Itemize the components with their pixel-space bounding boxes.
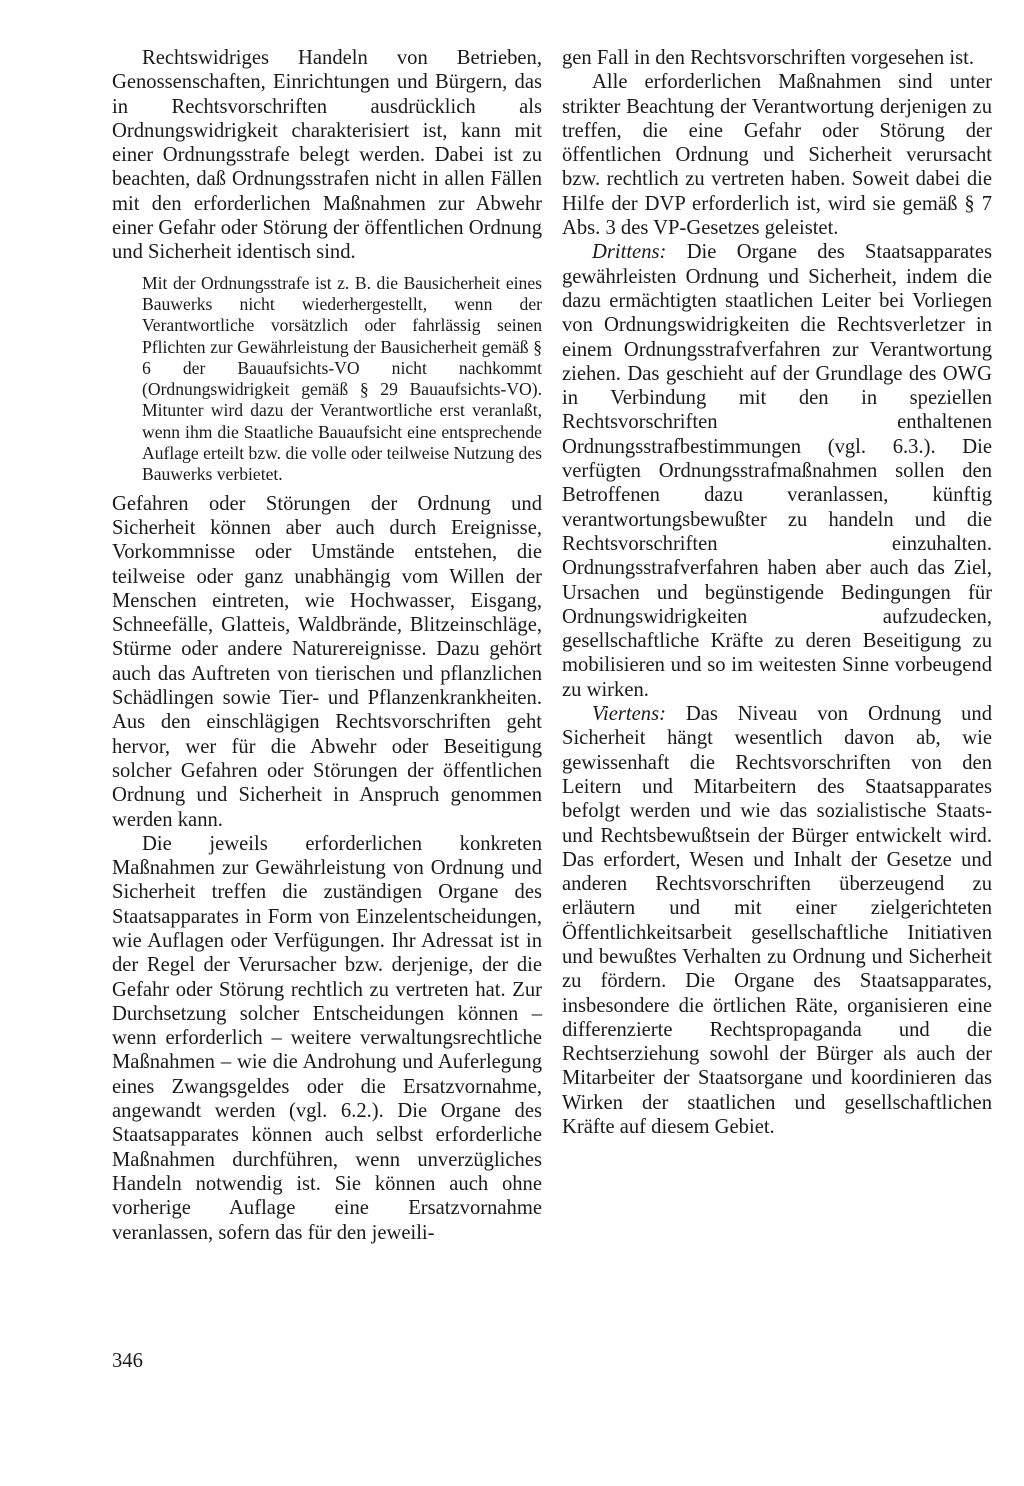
right-column <box>562 46 992 1139</box>
paragraph-concrete-measures: Die jeweils erforderlichen konkreten Maßnahmen zur Gewährleistung von Ordnung und Sicherheit treffen die zuständigen Organe des Staatsapparates in Form von Einzelentscheidungen, wie Auflagen oder Verfügungen. Ihr Adressat ist in der Regel der Verursacher bzw. derjenige, der die Gefahr oder Störung rechtlich zu vertreten hat. Zur Durchsetzung solcher Entscheidungen können – wenn erforderlich – weitere verwaltungsrechtliche Maßnahmen – wie die Androhung und Auferlegung eines Zwangsgeldes oder die Ersatzvornahme, angewandt werden (vgl. 6.2.). Die Organe des Staatsapparates können auch selbst erforderliche Maßnahmen durchführen, wenn unverzügliches Handeln notwendig ist. Sie können auch ohne vorherige Auflage eine Ersatzvornahme veranlassen, sofern das für den jeweili- <box>112 832 542 1244</box>
paragraph-natural-hazards: Gefahren oder Störungen der Ordnung und Sicherheit können aber auch durch Ereignisse, Vorkommnisse oder Umstände entstehen, die teilweise oder ganz unabhängig vom Willen der Menschen eintreten, wie Hochwasser, Eisgang, Schneefälle, Glatteis, Waldbrände, Blitzeinschläge, Stürme oder andere Naturereignisse. Dazu gehört auch das Auftreten von tierischen und pflanzlichen Schädlingen sowie Tier- und Pflanzenkrankheiten. Aus den einschlägigen Rechtsvorschriften geht hervor, wer für die Abwehr oder Beseitigung solcher Gefahren oder Störungen der öffentlichen Ordnung und Sicherheit in Anspruch genommen werden kann. <box>112 492 542 831</box>
paragraph-fourth <box>562 702 992 1139</box>
paragraph-continuation: gen Fall in den Rechtsvorschriften vorgesehen ist. <box>562 47 974 69</box>
lead-drittens: Drittens: <box>592 241 667 264</box>
example-building-safety: Mit der Ordnungsstrafe ist z. B. die Bausicherheit eines Bauwerks nicht wiederhergestellt, wenn der Verantwortliche vorsätzlich oder fahrlässig seinen Pflichten zur Gewährleistung der Bausicherheit gemäß § 6 der Bauaufsichts-VO nicht nachkommt (Ordnungswidrigkeit gemäß § 29 Bauaufsichts-VO). Mitunter wird dazu der Verantwortliche erst veranlaßt, wenn ihm die Staatliche Bauaufsicht eine entsprechende Auflage erteilt bzw. die volle oder teilweise Nutzung des Bauwerks verbietet. <box>142 272 542 485</box>
left-column <box>112 46 542 1245</box>
paragraph-fourth-text: Das Niveau von Ordnung und Sicherheit hängt wesentlich davon ab, wie gewissenhaft die Rechtsvorschriften von den Leitern und Mitarbeitern des Staatsapparates befolgt werden und wie das sozialistische Staats- und Rechtsbewußtsein der Bürger entwickelt wird. Das erfordert, Wesen und Inhalt der Gesetze und anderen Rechtsvorschriften überzeugend zu erläutern und mit einer zielgerichteten Öffentlichkeitsarbeit gesellschaftliche Initiativen und bewußtes Verhalten zu Ordnung und Sicherheit zu fördern. Die Organe des Staatsapparates, insbesondere die örtlichen Räte, organisieren eine differenzierte Rechtspropaganda und die Rechtserziehung sowohl der Bürger als auch der Mitarbeiter der Staatsorgane und koordinieren das Wirken der staatlichen und gesellschaftlichen Kräfte auf diesem Gebiet. <box>562 703 992 1139</box>
paragraph-third-text: Die Organe des Staatsapparates gewährleisten Ordnung und Sicherheit, indem die dazu ermächtigten staatlichen Leiter bei Vorliegen von Ordnungswidrigkeiten die Rechtsverletzer in einem Ordnungsstrafverfahren zur Verantwortung ziehen. Das geschieht auf der Grundlage des OWG in Verbindung mit den in speziellen Rechtsvorschriften enthaltenen Ordnungsstrafbestimmungen (vgl. 6.3.). Die verfügten Ordnungsstrafmaßnahmen sollen den Betroffenen dazu veranlassen, künftig verantwortungsbewußter zu handeln und die Rechtsvorschriften einzuhalten. Ordnungsstrafverfahren haben aber auch das Ziel, Ursachen und begünstigende Bedingungen für Ordnungswidrigkeiten aufzudecken, gesellschaftliche Kräfte zu deren Beseitigung zu mobilisieren und so im weitesten Sinne vorbeugend zu wirken. <box>562 241 992 701</box>
paragraph-unlawful-conduct: Rechtswidriges Handeln von Betrieben, Genossenschaften, Einrichtungen und Bürgern, das in Rechtsvorschriften ausdrücklich als Ordnungswidrigkeit charakterisiert ist, kann mit einer Ordnungsstrafe belegt werden. Dabei ist zu beachten, daß Ordnungsstrafen nicht in allen Fällen mit den erforderlichen Maßnahmen zur Abwehr einer Gefahr oder Störung der öffentlichen Ordnung und Sicherheit identisch sind. <box>112 47 542 264</box>
lead-viertens: Viertens: <box>592 703 666 726</box>
paragraph-third <box>562 240 992 702</box>
page-number: 346 <box>112 1350 143 1372</box>
paragraph-responsibility: Alle erforderlichen Maßnahmen sind unter strikter Beachtung der Verantwortung derjenigen zu treffen, die eine Gefahr oder Störung der öffentlichen Ordnung und Sicherheit verursacht bzw. rechtlich zu vertreten haben. Soweit dabei die Hilfe der DVP erforderlich ist, wird sie gemäß § 7 Abs. 3 des VP-Gesetzes geleistet. <box>562 71 992 240</box>
